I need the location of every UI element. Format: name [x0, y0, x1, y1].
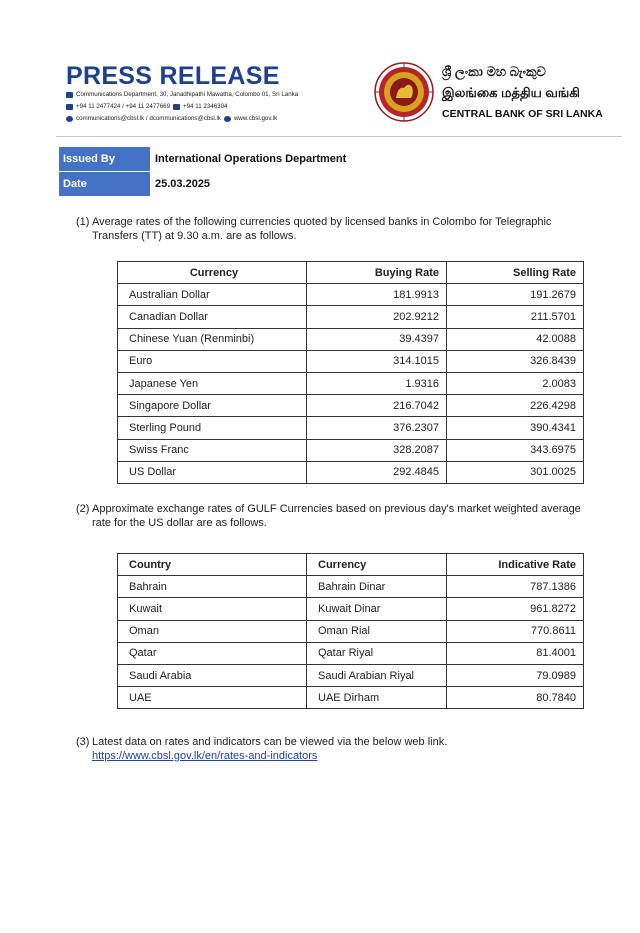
- section-1-number: (1): [76, 216, 90, 228]
- section-1-line-1: Average rates of the following currencies quoted by licensed banks in Colombo for Telegraphic: [92, 216, 552, 228]
- buying-rate-cell: 376.2307: [307, 417, 447, 439]
- country-cell: Oman: [118, 620, 307, 642]
- date-value: 25.03.2025: [155, 178, 211, 190]
- currency-cell: Chinese Yuan (Renminbi): [118, 328, 307, 350]
- indicative-rate-cell: 787.1386: [447, 576, 584, 598]
- issued-by-label: Issued By: [59, 147, 151, 172]
- table-row: [118, 461, 584, 483]
- country-cell: Qatar: [118, 642, 307, 664]
- location-icon: [66, 92, 73, 98]
- selling-rate-cell: 390.4341: [447, 417, 584, 439]
- buying-rate-cell: 1.9316: [307, 372, 447, 394]
- buying-rate-cell: 216.7042: [307, 395, 447, 417]
- country-cell: Bahrain: [118, 576, 307, 598]
- section-2-line-2: rate for the US dollar are as follows.: [92, 516, 267, 529]
- currency-cell: Sterling Pound: [118, 417, 307, 439]
- table-row: [118, 687, 584, 709]
- fax-text: +94 11 2346304: [183, 103, 228, 110]
- col-header-currency: Currency: [118, 262, 307, 284]
- globe-icon: [224, 116, 231, 122]
- buying-rate-cell: 328.2087: [307, 439, 447, 461]
- country-cell: UAE: [118, 687, 307, 709]
- phone-text: +94 11 2477424 / +94 11 2477669: [76, 103, 171, 110]
- currency-cell: Singapore Dollar: [118, 395, 307, 417]
- table-row: [118, 284, 584, 306]
- col-header-buying-rate: Buying Rate: [307, 262, 447, 284]
- table-row: [118, 350, 584, 372]
- bank-name-tamil: இலங்கை மத்திய வங்கி: [442, 85, 580, 100]
- table-row: [118, 576, 584, 598]
- table-row: [118, 664, 584, 686]
- currency-cell: Canadian Dollar: [118, 306, 307, 328]
- indicative-rate-cell: 81.4001: [447, 642, 584, 664]
- address-line: [66, 91, 298, 98]
- press-release-title: PRESS RELEASE: [66, 62, 280, 90]
- country-cell: Kuwait: [118, 598, 307, 620]
- currency-cell: US Dollar: [118, 461, 307, 483]
- country-cell: Saudi Arabia: [118, 664, 307, 686]
- buying-rate-cell: 292.4845: [307, 461, 447, 483]
- section-3-text: [76, 736, 614, 763]
- currency-cell: Saudi Arabian Riyal: [307, 664, 447, 686]
- email-web-line: [66, 115, 277, 122]
- fax-icon: [173, 104, 180, 110]
- issued-info-table: [58, 146, 621, 197]
- table-row: [118, 417, 584, 439]
- currency-cell: Qatar Riyal: [307, 642, 447, 664]
- section-1-line-2: Transfers (TT) at 9.30 a.m. are as follows.: [92, 229, 297, 242]
- selling-rate-cell: 326.8439: [447, 350, 584, 372]
- date-label: Date: [59, 172, 151, 197]
- currency-cell: Oman Rial: [307, 620, 447, 642]
- section-3-number: (3): [76, 736, 90, 748]
- section-3-line: Latest data on rates and indicators can be viewed via the below web link.: [92, 736, 448, 748]
- selling-rate-cell: 2.0083: [447, 372, 584, 394]
- issued-by-value: International Operations Department: [155, 153, 347, 165]
- col-header-selling-rate: Selling Rate: [447, 262, 584, 284]
- table-row: [118, 598, 584, 620]
- tt-rates-header-row: [118, 262, 584, 284]
- currency-cell: Euro: [118, 350, 307, 372]
- phone-icon: [66, 104, 73, 110]
- table-row: [118, 642, 584, 664]
- table-row: [118, 439, 584, 461]
- currency-cell: Japanese Yen: [118, 372, 307, 394]
- gulf-rates-table: [117, 553, 584, 709]
- issued-by-row: [59, 147, 621, 172]
- section-2-text: [76, 503, 614, 530]
- gulf-rates-header-row: [118, 554, 584, 576]
- section-2-number: (2): [76, 503, 90, 515]
- col-header-country: Country: [118, 554, 307, 576]
- email-text: communications@cbsl.lk / dcommunications@cbsl.lk: [76, 115, 221, 122]
- email-icon: [66, 116, 73, 122]
- buying-rate-cell: 39.4397: [307, 328, 447, 350]
- col-header-indicative-rate: Indicative Rate: [447, 554, 584, 576]
- header-divider: [56, 136, 622, 137]
- buying-rate-cell: 181.9913: [307, 284, 447, 306]
- section-1-text: [76, 216, 614, 243]
- buying-rate-cell: 314.1015: [307, 350, 447, 372]
- table-row: [118, 306, 584, 328]
- selling-rate-cell: 343.6975: [447, 439, 584, 461]
- cbsl-seal-logo: [374, 60, 434, 124]
- selling-rate-cell: 42.0088: [447, 328, 584, 350]
- selling-rate-cell: 191.2679: [447, 284, 584, 306]
- selling-rate-cell: 226.4298: [447, 395, 584, 417]
- currency-cell: Kuwait Dinar: [307, 598, 447, 620]
- table-row: [118, 372, 584, 394]
- press-release-header: [64, 60, 603, 132]
- phone-line: [66, 103, 228, 110]
- section-3-link-wrap: [76, 750, 614, 764]
- date-row: [59, 172, 621, 197]
- currency-cell: Bahrain Dinar: [307, 576, 447, 598]
- indicative-rate-cell: 79.0989: [447, 664, 584, 686]
- col-header-currency: Currency: [307, 554, 447, 576]
- table-row: [118, 395, 584, 417]
- bank-name-sinhala: ශ්‍රී ලංකා මහ බැංකුව: [442, 64, 546, 79]
- selling-rate-cell: 211.5701: [447, 306, 584, 328]
- indicative-rate-cell: 80.7840: [447, 687, 584, 709]
- buying-rate-cell: 202.9212: [307, 306, 447, 328]
- table-row: [118, 328, 584, 350]
- indicative-rate-cell: 770.8611: [447, 620, 584, 642]
- bank-name-english: CENTRAL BANK OF SRI LANKA: [442, 108, 603, 120]
- indicative-rate-cell: 961.8272: [447, 598, 584, 620]
- address-text: Communications Department, 30, Janadhipathi Mawatha, Colombo 01, Sri Lanka: [76, 91, 299, 98]
- table-row: [118, 620, 584, 642]
- selling-rate-cell: 301.0025: [447, 461, 584, 483]
- rates-indicators-link[interactable]: https://www.cbsl.gov.lk/en/rates-and-indicators: [92, 749, 318, 762]
- currency-cell: Australian Dollar: [118, 284, 307, 306]
- website-text: www.cbsl.gov.lk: [233, 115, 278, 122]
- currency-cell: Swiss Franc: [118, 439, 307, 461]
- tt-rates-table: [117, 261, 584, 484]
- currency-cell: UAE Dirham: [307, 687, 447, 709]
- section-2-line-1: Approximate exchange rates of GULF Currencies based on previous day's market weighted average: [92, 503, 581, 515]
